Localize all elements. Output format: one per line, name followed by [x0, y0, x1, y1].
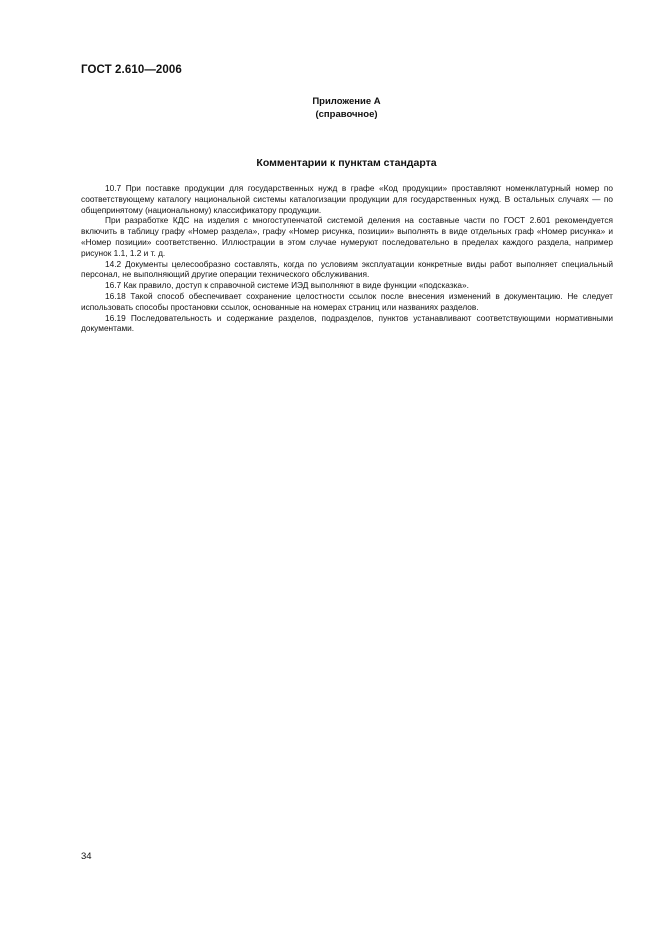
appendix-heading — [0, 96, 661, 121]
page-number: 34 — [81, 851, 92, 862]
appendix-kind: (справочное) — [315, 108, 378, 120]
appendix-title: Приложение А — [312, 96, 381, 107]
paragraph-16-19: 16.19 Последовательность и содержание разделов, подразделов, пунктов устанавливают соответствующими нормативными документами. — [81, 312, 613, 334]
paragraph-16-18: 16.18 Такой способ обеспечивает сохранение целостности ссылок после внесения изменений в документацию. Не следует использовать способы простановки ссылок, основанные на номерах страниц или названиях разделов. — [81, 290, 613, 312]
paragraph-14-2: 14.2 Документы целесообразно составлять, когда по условиям эксплуатации конкретные виды работ выполняет специальный персонал, не выполняющий другие операции технического обслуживания. — [81, 258, 613, 280]
comments-body — [81, 183, 613, 334]
section-title: Комментарии к пунктам стандарта — [256, 157, 437, 169]
paragraph-16-7: 16.7 Как правило, доступ к справочной системе ИЭД выполняют в виде функции «подсказка». — [105, 280, 469, 291]
paragraph-kds: При разработке КДС на изделия с многоступенчатой системой деления на составные части по ГОСТ 2.601 рекомендуется включить в таблицу графу «Номер раздела», графу «Номер рисунка, позиции» выполнять в виде отдельных граф «Номер рисунка» и «Номер позиции» соответственно. Иллюстрации в этом случае нумеруют последовательно в пределах каждого раздела, например рисунок 1.1, 1.2 и т. д. — [81, 215, 613, 258]
document-code-header: ГОСТ 2.610—2006 — [81, 64, 182, 76]
paragraph-10-7: 10.7 При поставке продукции для государственных нужд в графе «Код продукции» проставляют номенклатурный номер по соответствующему каталогу национальной системы каталогизации продукции для государственных нужд. В остальных случаях — по общепринятому (национальному) классификатору продукции. — [81, 183, 613, 215]
